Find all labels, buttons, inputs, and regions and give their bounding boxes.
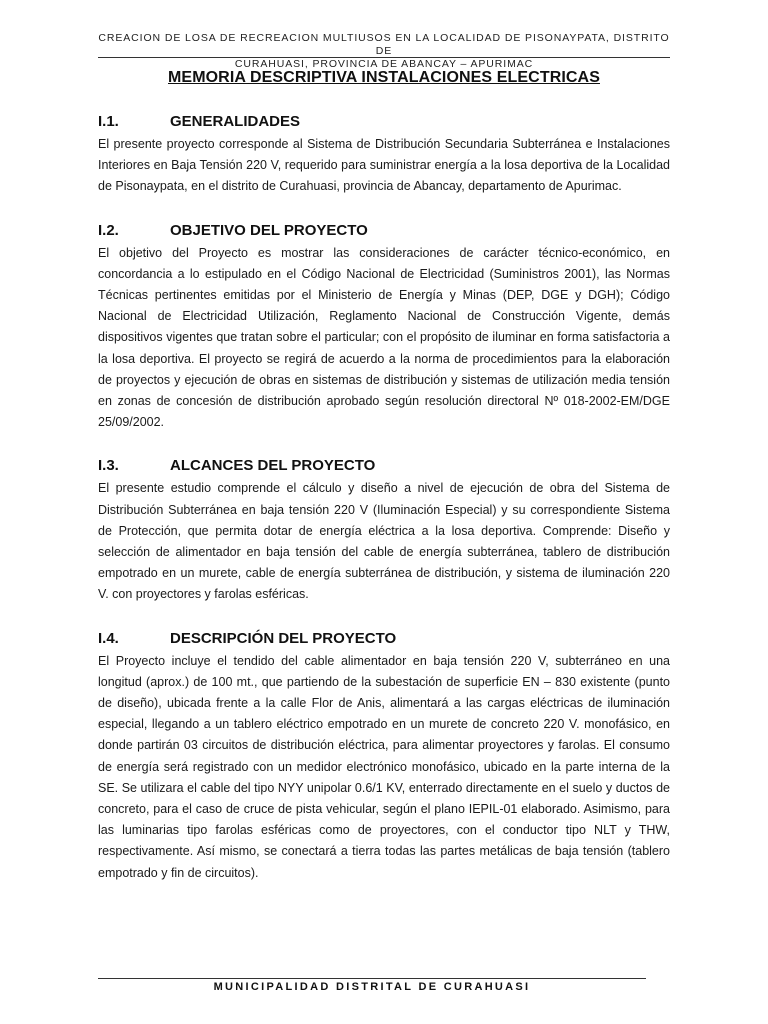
section-paragraph: El Proyecto incluye el tendido del cable alimentador en baja tensión 220 V, subterráneo en una longitud (aprox.) de 100 mt., que partiendo de la subestación de superficie EN – 830 existente (punto de diseño), ubicada frente a la calle Flor de Anis, alimentará a las cargas eléctricas de iluminación especial, llegando a un tablero eléctrico empotrado en un murete de concreto 220 V. monofásico, en donde partirán 03 circuitos de distribución eléctrica, para alimentar proyectores y farolas. El consumo de energía será registrado con un medidor electrónico monofásico, ubicado en la parte interna de la SE. Se utilizara el cable del tipo NYY unipolar 0.6/1 KV, enterrado directamente en el suelo y ductos de concreto, para el caso de cruce de pista vehicular, según el plano IEPIL-01 elaborado. Asimismo, para las luminarias tipo farolas esféricas como de proyectores, con el conductor tipo NLT y THW, respectivamente. Así mismo, se conectará a tierra todas las partes metálicas de baja tensión (tablero empotrado y fin de circuitos).	[98, 653, 670, 880]
section-generalidades	[98, 112, 670, 198]
section-title: GENERALIDADES	[170, 113, 301, 130]
header-rule	[98, 57, 670, 58]
footer-rule	[98, 978, 646, 979]
section-number: I.3.	[98, 457, 119, 475]
section-title: OBJETIVO DEL PROYECTO	[170, 221, 368, 239]
section-paragraph: El presente estudio comprende el cálculo y diseño a nivel de ejecución de obra del Sistema de Distribución Subterránea en baja tensión 220 V (Iluminación Especial) y su correspondiente Sistema de Protección, que permita dotar de energía eléctrica a la losa deportiva. Comprende: Diseño y selección de alimentador en baja tensión del cable de energía subterránea, tablero de distribución empotrado en un murete, cable de energía subterránea de distribución, y sistema de iluminación 220 V. con proyectores y farolas esféricas.	[98, 481, 670, 602]
section-descripcion	[98, 629, 670, 884]
document-title: MEMORIA DESCRIPTIVA INSTALACIONES ELECTRICAS	[168, 69, 600, 86]
page-header	[98, 32, 670, 71]
header-line-2: CURAHUASI, PROVINCIA DE ABANCAY – APURIMAC	[234, 58, 534, 70]
section-alcances	[98, 456, 670, 605]
page-footer: MUNICIPALIDAD DISTRITAL DE CURAHUASI	[213, 981, 531, 993]
section-heading	[98, 629, 670, 649]
section-title: ALCANCES DEL PROYECTO	[170, 457, 376, 475]
document-body	[98, 112, 670, 907]
section-paragraph: El presente proyecto corresponde al Sistema de Distribución Secundaria Subterránea e Instalaciones Interiores en Baja Tensión 220 V, requerido para suministrar energía a la losa deportiva de la Localidad de Pisonaypata, en el distrito de Curahuasi, provincia de Abancay, departamento de Apurimac.	[98, 137, 670, 194]
section-title: DESCRIPCIÓN DEL PROYECTO	[170, 629, 397, 647]
section-heading	[98, 112, 670, 132]
section-number: I.2.	[98, 221, 119, 239]
section-objetivo	[98, 221, 670, 434]
section-heading	[98, 221, 670, 241]
section-paragraph: El objetivo del Proyecto es mostrar las consideraciones de carácter técnico-económico, en concordancia a lo estipulado en el Código Nacional de Electricidad (Suministros 2001), las Normas Técnicas pertinentes emitidas por el Ministerio de Energía y Minas (DEP, DGE y DGH); Código Nacional de Electricidad Utilización, Reglamento Nacional de Construcción Vigente, demás dispositivos vigentes que tratan sobre el particular; con el propósito de iluminar en forma satisfactoria a la losa deportiva. El proyecto se regirá de acuerdo a la norma de procedimientos para la elaboración de proyectos y ejecución de obras en sistemas de distribución y sistemas de utilización media tensión en zonas de concesión de distribución aprobado según resolución directoral Nº 018-2002-EM/DGE 25/09/2002.	[98, 245, 670, 430]
header-line-1: CREACION DE LOSA DE RECREACION MULTIUSOS EN LA LOCALIDAD DE PISONAYPATA, DISTRITO DE	[98, 32, 670, 57]
section-number: I.1.	[98, 113, 119, 130]
section-number: I.4.	[98, 629, 119, 647]
section-heading	[98, 456, 670, 476]
